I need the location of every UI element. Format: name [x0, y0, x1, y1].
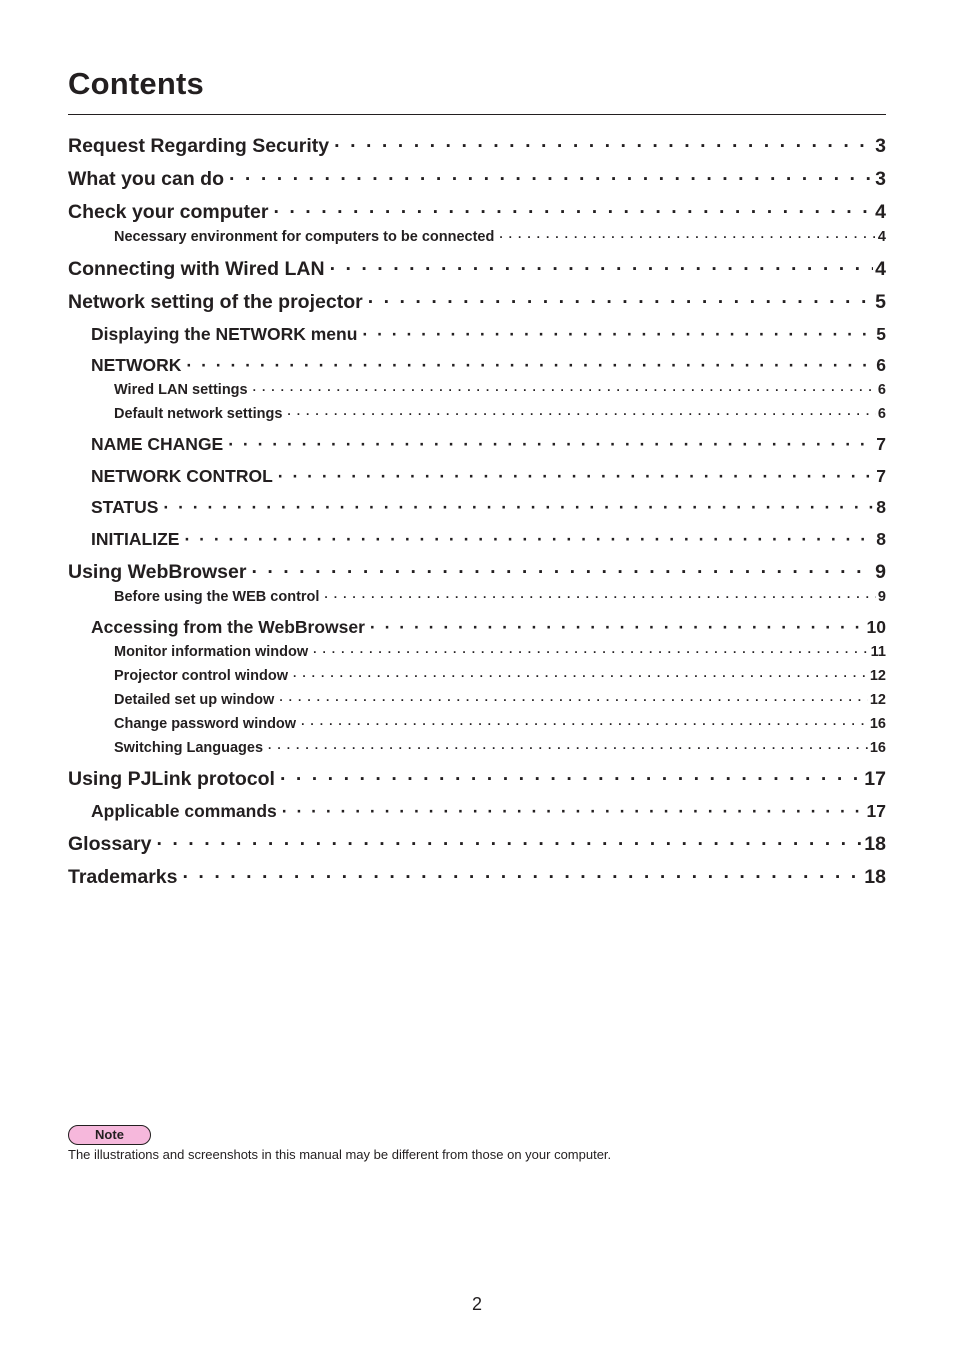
toc-entry-title: Using PJLink protocol: [68, 768, 275, 790]
toc-entry-title: Glossary: [68, 833, 152, 855]
toc-entry-title: Monitor information window: [114, 644, 309, 660]
toc-entry-title: Change password window: [114, 716, 297, 732]
toc-entry[interactable]: [68, 561, 886, 584]
toc-entry-title: Detailed set up window: [114, 692, 275, 708]
toc-dot-leader: [368, 291, 873, 314]
toc-entry[interactable]: [114, 644, 886, 660]
toc-dot-leader: [268, 741, 868, 755]
toc-dot-leader: [156, 833, 862, 856]
toc-entry[interactable]: [68, 258, 886, 281]
toc-entry-page: 17: [866, 801, 886, 821]
toc-entry-title: Switching Languages: [114, 740, 264, 756]
note-badge: Note: [68, 1125, 151, 1145]
toc-entry[interactable]: [91, 324, 886, 345]
toc-dot-leader: [279, 693, 868, 707]
toc-entry-title: Necessary environment for computers to be connected: [114, 229, 495, 245]
toc-entry-title: Connecting with Wired LAN: [68, 258, 325, 280]
toc-entry[interactable]: [68, 866, 886, 889]
toc-entry-page: 5: [876, 324, 886, 344]
toc-dot-leader: [313, 645, 869, 659]
toc-dot-leader: [362, 324, 874, 345]
toc-entry[interactable]: [114, 406, 886, 422]
toc-dot-leader: [293, 669, 868, 683]
toc-dot-leader: [184, 529, 874, 550]
page-title: Contents: [68, 66, 204, 101]
toc-entry-page: 8: [876, 529, 886, 549]
toc-entry-page: 5: [875, 291, 886, 313]
toc-entry-title: Trademarks: [68, 866, 178, 888]
toc-entry-page: 6: [877, 406, 886, 422]
toc-entry[interactable]: [114, 589, 886, 605]
toc-entry-page: 8: [876, 497, 886, 517]
toc-dot-leader: [253, 383, 876, 397]
toc-entry-title: Applicable commands: [91, 801, 277, 821]
toc-entry-page: 12: [869, 668, 886, 684]
toc-dot-leader: [334, 135, 873, 158]
toc-entry[interactable]: [91, 497, 886, 518]
toc-entry-page: 6: [877, 382, 886, 398]
toc-dot-leader: [280, 768, 862, 791]
toc-entry[interactable]: [114, 740, 886, 756]
toc-entry[interactable]: [91, 355, 886, 376]
toc-entry[interactable]: [68, 201, 886, 224]
toc-dot-leader: [330, 258, 874, 281]
toc-dot-leader: [251, 561, 873, 584]
toc-entry-page: 11: [870, 644, 886, 660]
toc-entry-title: Network setting of the projector: [68, 291, 363, 313]
toc-entry-page: 16: [869, 716, 886, 732]
toc-entry-page: 4: [875, 201, 886, 223]
toc-entry-title: NAME CHANGE: [91, 434, 224, 454]
toc-entry[interactable]: [91, 529, 886, 550]
note-text: The illustrations and screenshots in this manual may be different from those on your computer.: [68, 1147, 612, 1162]
toc-entry-title: Default network settings: [114, 406, 283, 422]
toc-dot-leader: [183, 866, 863, 889]
toc-entry[interactable]: [91, 801, 886, 822]
toc-entry-title: Displaying the NETWORK menu: [91, 324, 358, 344]
toc-entry-page: 12: [869, 692, 886, 708]
toc-entry[interactable]: [114, 668, 886, 684]
toc-entry-page: 6: [876, 355, 886, 375]
toc-entry[interactable]: [91, 466, 886, 487]
title-divider: [68, 114, 886, 115]
toc-entry-title: Request Regarding Security: [68, 135, 330, 157]
toc-entry-page: 4: [877, 229, 886, 245]
toc-entry[interactable]: [68, 135, 886, 158]
toc-entry[interactable]: [68, 168, 886, 191]
toc-entry[interactable]: [114, 229, 886, 245]
toc-entry[interactable]: [68, 291, 886, 314]
toc-entry-page: 9: [875, 561, 886, 583]
toc-entry-page: 9: [877, 589, 886, 605]
toc-entry-page: 17: [864, 768, 886, 790]
toc-entry-title: Using WebBrowser: [68, 561, 247, 583]
toc-entry-page: 10: [866, 617, 886, 637]
toc-entry[interactable]: [114, 716, 886, 732]
toc-entry-title: NETWORK: [91, 355, 182, 375]
toc-entry-page: 4: [875, 258, 886, 280]
toc-entry[interactable]: [114, 692, 886, 708]
toc-entry-title: Check your computer: [68, 201, 269, 223]
toc-dot-leader: [370, 617, 865, 638]
toc-dot-leader: [228, 434, 874, 455]
toc-entry-page: 3: [875, 135, 886, 157]
toc-entry-title: INITIALIZE: [91, 529, 180, 549]
toc-entry[interactable]: [68, 833, 886, 856]
toc-dot-leader: [278, 466, 874, 487]
toc-dot-leader: [282, 801, 865, 822]
toc-entry-title: STATUS: [91, 497, 159, 517]
toc-dot-leader: [229, 168, 873, 191]
toc-entry-page: 18: [864, 866, 886, 888]
toc-entry[interactable]: [114, 382, 886, 398]
toc-dot-leader: [273, 201, 873, 224]
toc-entry-title: Before using the WEB control: [114, 589, 320, 605]
toc-dot-leader: [287, 407, 876, 421]
toc-dot-leader: [301, 717, 868, 731]
toc-dot-leader: [499, 230, 876, 244]
toc-entry-title: Projector control window: [114, 668, 289, 684]
page-number: 2: [471, 1294, 482, 1314]
toc-entry-title: Accessing from the WebBrowser: [91, 617, 365, 637]
toc-entry-page: 7: [876, 466, 886, 486]
toc-entry-title: NETWORK CONTROL: [91, 466, 273, 486]
toc-entry-page: 18: [864, 833, 886, 855]
toc-entry-title: What you can do: [68, 168, 224, 190]
toc-entry-page: 3: [875, 168, 886, 190]
toc-entry[interactable]: [91, 617, 886, 638]
toc-entry[interactable]: [68, 768, 886, 791]
toc-entry-page: 7: [876, 434, 886, 454]
toc-dot-leader: [324, 590, 876, 604]
toc-entry[interactable]: [91, 434, 886, 455]
toc-entry-page: 16: [869, 740, 886, 756]
toc-entry-title: Wired LAN settings: [114, 382, 248, 398]
toc-dot-leader: [163, 497, 874, 518]
toc-dot-leader: [186, 355, 874, 376]
